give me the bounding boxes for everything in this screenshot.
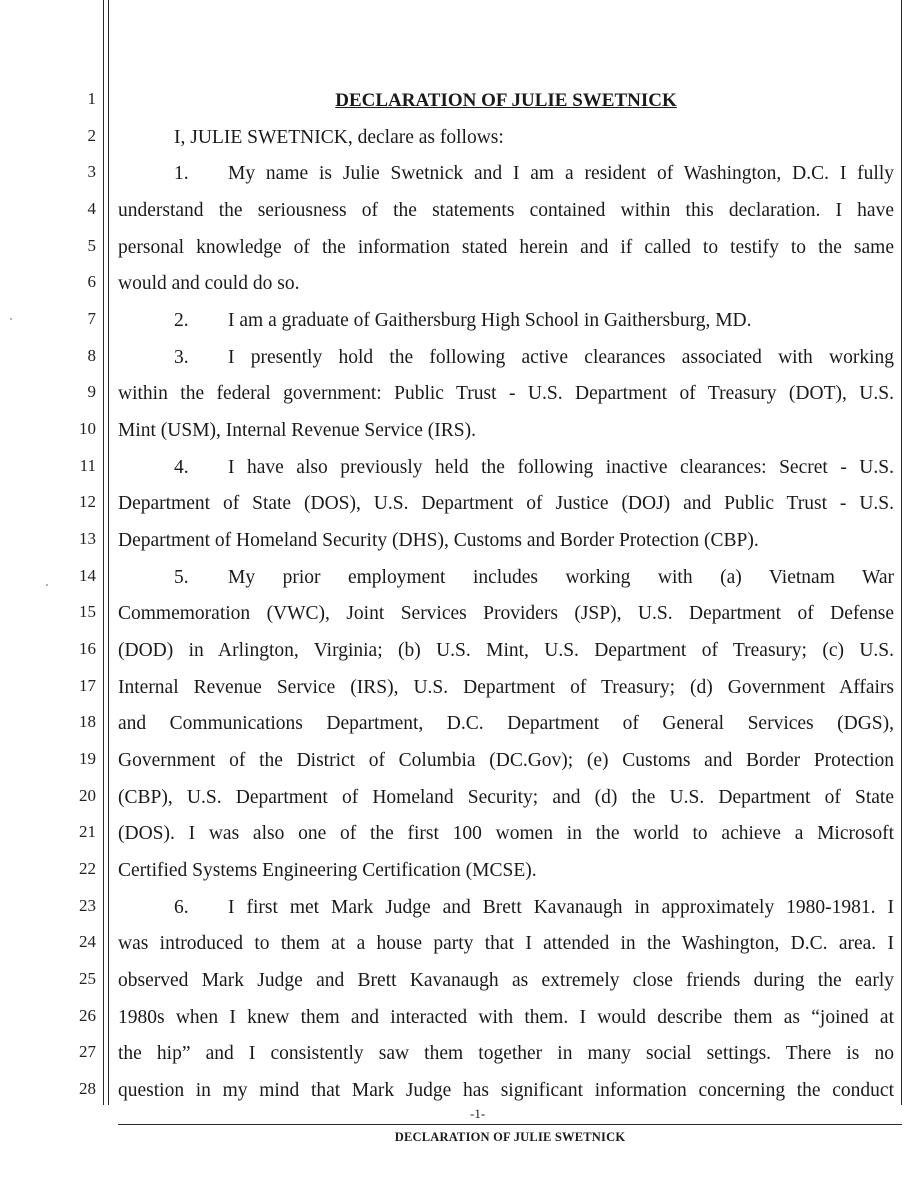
paragraph-number: 3. [174,347,189,368]
line-number: 28 [79,1079,96,1098]
paragraph-6 [118,895,894,921]
body-line: would and could do so. [118,273,300,294]
body-line: understand the seriousness of the statements contained within this declaration. I have [118,200,894,221]
body-line: question in my mind that Mark Judge has significant information concerning the conduct [118,1080,894,1101]
left-margin-rule-1 [103,0,104,1105]
body-line: within the federal government: Public Trust - U.S. Department of Treasury (DOT), U.S. [118,383,894,404]
line-number: 8 [87,346,96,365]
line-number: 15 [79,602,96,621]
line-number: 5 [87,236,96,255]
scan-speck [46,584,48,586]
line-number: 14 [79,566,96,585]
body-line: and Communications Department, D.C. Department of General Services (DGS), [118,713,894,734]
line-number: 4 [87,199,96,218]
paragraph-number: 6. [174,897,189,918]
line-text: I am a graduate of Gaithersburg High School in Gaithersburg, MD. [228,310,752,331]
body-line: (DOD) in Arlington, Virginia; (b) U.S. Mint, U.S. Department of Treasury; (c) U.S. [118,640,894,661]
body-line: (CBP), U.S. Department of Homeland Security; and (d) the U.S. Department of State [118,787,894,808]
paragraph-number: 4. [174,457,189,478]
line-text: My prior employment includes working with (a) Vietnam War [228,567,894,588]
body-line: 1980s when I knew them and interacted with them. I would describe them as “joined at [118,1007,894,1028]
body-line: Department of State (DOS), U.S. Department of Justice (DOJ) and Public Trust - U.S. [118,493,894,514]
line-text: I presently hold the following active clearances associated with working [228,347,894,368]
page-number: -1- [470,1106,486,1121]
line-number: 23 [79,896,96,915]
body-line: Mint (USM), Internal Revenue Service (IRS). [118,420,476,441]
line-number: 18 [79,712,96,731]
body-line: Commemoration (VWC), Joint Services Providers (JSP), U.S. Department of Defense [118,603,894,624]
paragraph-number: 1. [174,163,189,184]
body-line: personal knowledge of the information stated herein and if called to testify to the same [118,237,894,258]
line-number: 26 [79,1006,96,1025]
line-number: 9 [87,382,96,401]
line-number: 17 [79,676,96,695]
body-line: was introduced to them at a house party that I attended in the Washington, D.C. area. I [118,933,894,954]
line-number: 21 [79,822,96,841]
body-line: Government of the District of Columbia (DC.Gov); (e) Customs and Border Protection [118,750,894,771]
line-number: 3 [87,162,96,181]
paragraph-5 [118,565,894,591]
line-number: 6 [87,272,96,291]
body-line: the hip” and I consistently saw them together in many social settings. There is no [118,1043,894,1064]
line-number: 27 [79,1042,96,1061]
scan-speck [10,318,12,320]
line-number: 13 [79,529,96,548]
left-margin-rule-2 [108,0,109,1105]
line-number: 7 [87,309,96,328]
line-number: 25 [79,969,96,988]
line-number: 2 [87,126,96,145]
line-number: 1 [87,89,96,108]
line-number: 12 [79,492,96,511]
line-number: 10 [79,419,96,438]
line-text: I first met Mark Judge and Brett Kavanaugh in approximately 1980-1981. I [228,897,894,918]
body-line: (DOS). I was also one of the first 100 women in the world to achieve a Microsoft [118,823,894,844]
opening-line [118,125,894,151]
line-number: 19 [79,749,96,768]
paragraph-1 [118,161,894,187]
paragraph-4 [118,455,894,481]
footer-title: DECLARATION OF JULIE SWETNICK [394,1130,626,1144]
line-number: 20 [79,786,96,805]
right-margin-rule [901,0,902,1105]
paragraph-number: 5. [174,567,189,588]
paragraph-3 [118,345,894,371]
line-number: 24 [79,932,96,951]
paragraph-number: 2. [174,310,189,331]
line-text: I, JULIE SWETNICK, declare as follows: [174,127,504,148]
line-number: 22 [79,859,96,878]
line-number: 16 [79,639,96,658]
line-number: 11 [79,456,96,475]
footer-divider [118,1124,902,1125]
paragraph-2 [118,308,894,334]
line-text: My name is Julie Swetnick and I am a resident of Washington, D.C. I fully [228,163,894,184]
body-line: observed Mark Judge and Brett Kavanaugh as extremely close friends during the early [118,970,894,991]
line-text: I have also previously held the following inactive clearances: Secret - U.S. [228,457,894,478]
body-line: Certified Systems Engineering Certification (MCSE). [118,860,537,881]
body-line: Department of Homeland Security (DHS), Customs and Border Protection (CBP). [118,530,759,551]
document-title: DECLARATION OF JULIE SWETNICK [335,90,677,111]
body-line: Internal Revenue Service (IRS), U.S. Department of Treasury; (d) Government Affairs [118,677,894,698]
